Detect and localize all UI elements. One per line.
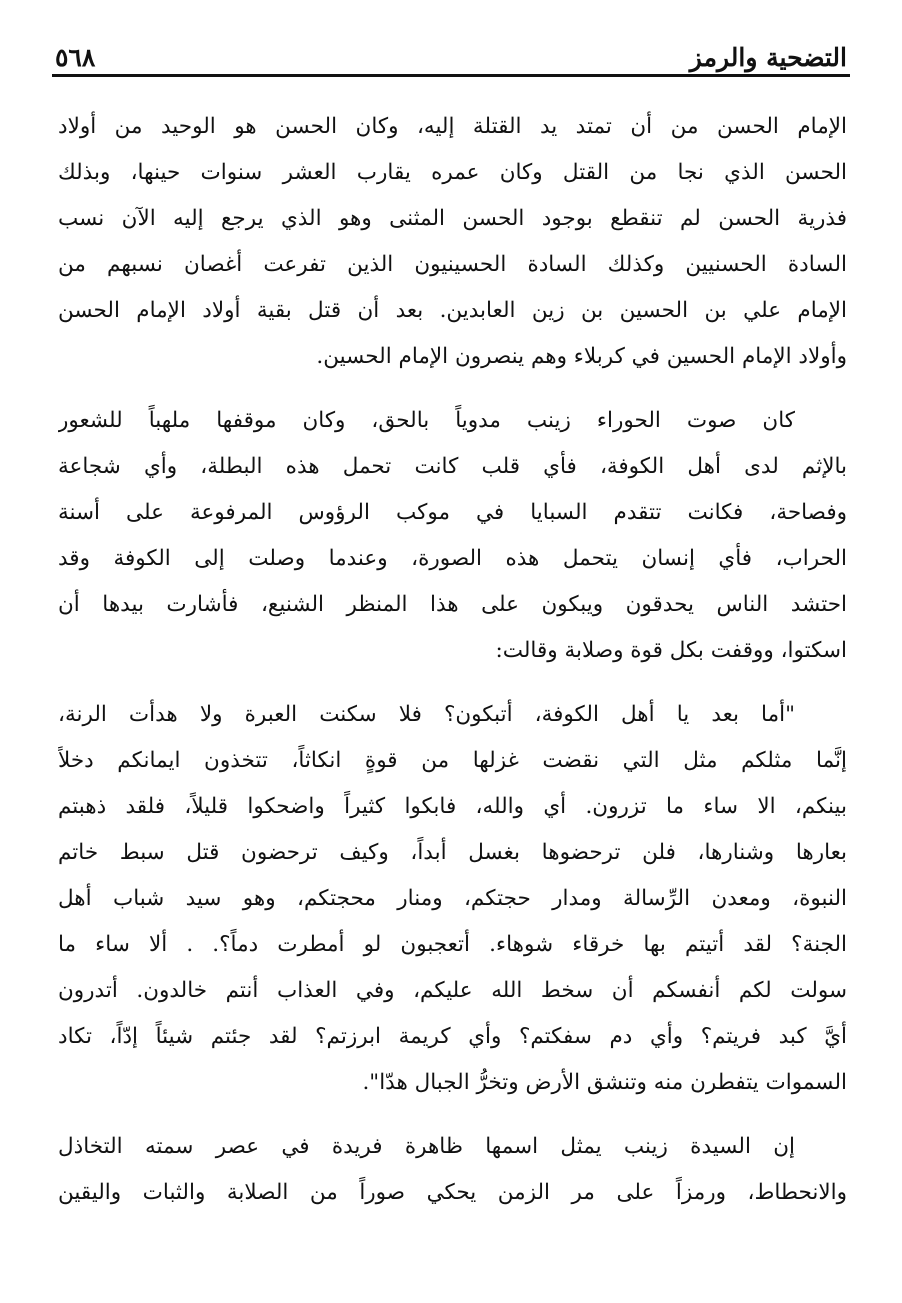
- text-line: والانحطاط، ورمزاً على مر الزمن يحكي صوراً من الصلابة والثبات واليقين: [58, 1180, 847, 1205]
- text-line: وفصاحة، فكانت تتقدم السبايا في موكب الرؤوس المرفوعة على أسنة: [58, 500, 847, 525]
- text-line: "أما بعد يا أهل الكوفة، أتبكون؟ فلا سكنت العبرة ولا هدأت الرنة،: [58, 702, 795, 727]
- text-line: بالإثم لدى أهل الكوفة، فأي قلب كانت تحمل هذه البطلة، وأي شجاعة: [58, 454, 847, 479]
- quotation-paragraph: [58, 692, 847, 1106]
- text-line: اسكتوا، ووقفت بكل قوة وصلابة وقالت:: [495, 638, 847, 663]
- page-number: ٥٦٨: [55, 43, 96, 72]
- paragraph-1: [58, 104, 847, 380]
- text-line: الإمام علي بن الحسين بن زين العابدين. بعد أن قتل بقية أولاد الإمام الحسن: [58, 298, 847, 323]
- text-line: الجنة؟ لقد أتيتم بها خرقاء شوهاء. أتعجبون لو أمطرت دماً؟. . ألا ساء ما: [58, 932, 847, 957]
- text-line: الحسن الذي نجا من القتل وكان عمره يقارب العشر سنوات حينها، وبذلك: [58, 160, 847, 185]
- text-line: أيَّ كبد فريتم؟ وأي دم سفكتم؟ وأي كريمة ابرزتم؟ لقد جئتم شيئاً إدّاً، تكاد: [58, 1024, 847, 1049]
- body-text: [58, 104, 847, 1216]
- text-line: النبوة، ومعدن الرِّسالة ومدار حجتكم، ومنار محجتكم، وهو سيد شباب أهل: [58, 886, 847, 911]
- text-line: السموات يتفطرن منه وتنشق الأرض وتخرُّ الجبال هدّا".: [362, 1070, 847, 1095]
- text-line: الحراب، فأي إنسان يتحمل هذه الصورة، وعندما وصلت إلى الكوفة وقد: [58, 546, 847, 571]
- text-line: فذرية الحسن لم تنقطع بوجود الحسن المثنى وهو الذي يرجع إليه الآن نسب: [58, 206, 847, 231]
- text-line: الإمام الحسن من أن تمتد يد القتلة إليه، وكان الحسن هو الوحيد من أولاد: [58, 114, 847, 139]
- text-line: بعارها وشنارها، فلن ترحضوها بغسل أبداً، وكيف ترحضون قتل سبط خاتم: [58, 840, 847, 865]
- running-header: [55, 28, 847, 72]
- text-line: كان صوت الحوراء زينب مدوياً بالحق، وكان موقفها ملهباً للشعور: [58, 408, 795, 433]
- header-rule: [52, 74, 850, 77]
- paragraph-4: [58, 1124, 847, 1216]
- paragraph-2: [58, 398, 847, 674]
- text-line: وأولاد الإمام الحسين في كربلاء وهم ينصرون الإمام الحسين.: [316, 344, 847, 369]
- text-line: بينكم، الا ساء ما تزرون. أي والله، فابكوا كثيراً واضحكوا قليلاً، فلقد ذهبتم: [58, 794, 847, 819]
- text-line: احتشد الناس يحدقون ويبكون على هذا المنظر الشنيع، فأشارت بيدها أن: [58, 592, 847, 617]
- text-line: إن السيدة زينب يمثل اسمها ظاهرة فريدة في عصر سمته التخاذل: [58, 1134, 795, 1159]
- text-line: إنَّما مثلكم مثل التي نقضت غزلها من قوةٍ انكاثاً، تتخذون ايمانكم دخلاً: [58, 748, 847, 773]
- text-line: سولت لكم أنفسكم أن سخط الله عليكم، وفي العذاب أنتم خالدون. أتدرون: [58, 978, 847, 1003]
- text-line: السادة الحسنيين وكذلك السادة الحسينيون الذين تفرعت أغصان نسبهم من: [58, 252, 847, 277]
- chapter-title: التضحية والرمز: [689, 43, 847, 72]
